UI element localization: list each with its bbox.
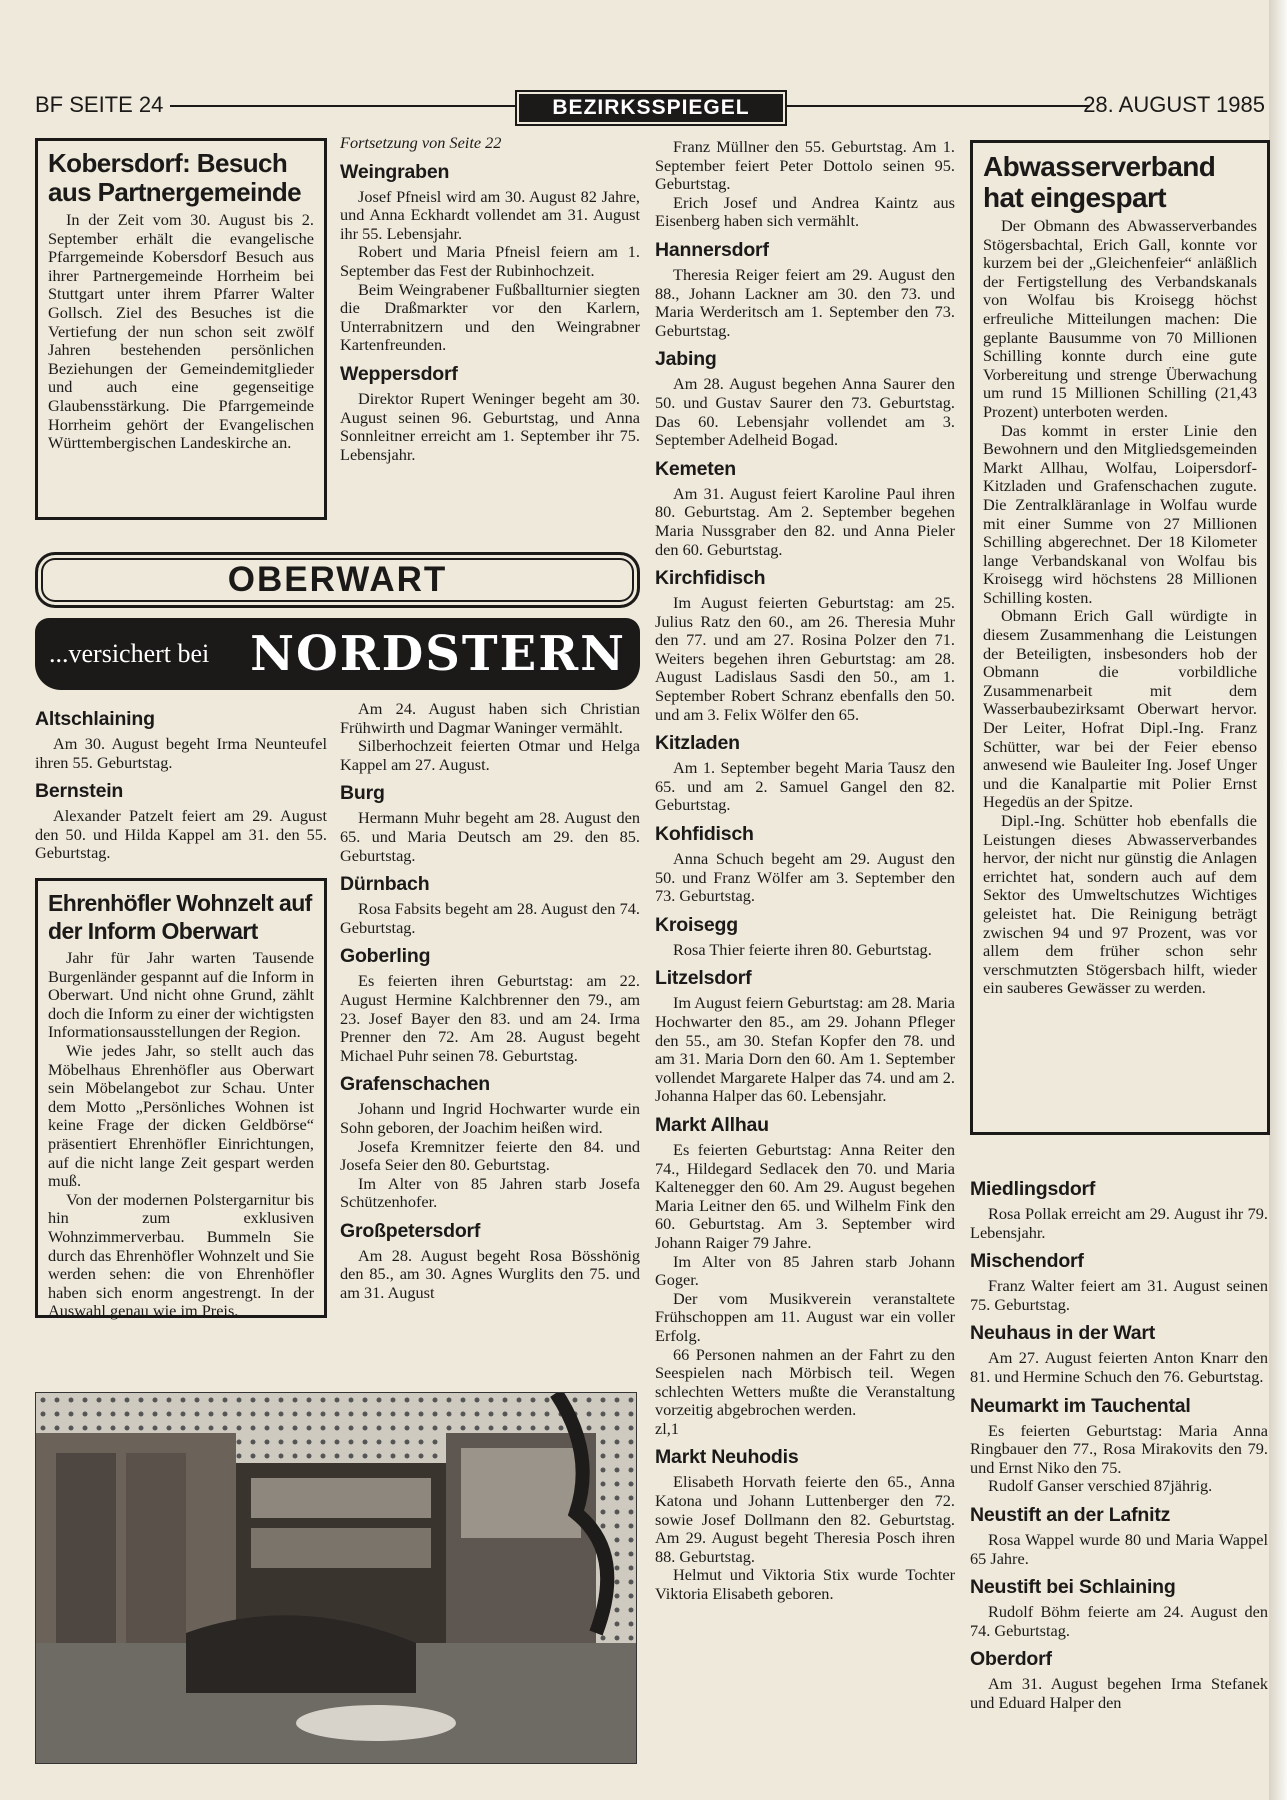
section-goberling bbox=[340, 945, 640, 1065]
ehrenhoefler-article bbox=[35, 878, 327, 1321]
paragraph: Am 31. August feiert Karoline Paul ihren 80. Geburtstag. Am 2. September begehen Maria Nussgraber den 82. und Anna Pieler den 60. Geburtstag. bbox=[655, 483, 955, 559]
paragraph: Im Alter von 85 Jahren starb Johann Goger. bbox=[655, 1251, 955, 1290]
paragraph: Silberhochzeit feierten Otmar und Helga Kappel am 27. August. bbox=[340, 736, 640, 774]
place-heading: Kirchfidisch bbox=[655, 567, 766, 590]
paragraph: Im Alter von 85 Jahren starb Josefa Schützenhofer. bbox=[340, 1173, 640, 1212]
section-markt-allhau bbox=[655, 1114, 955, 1439]
place-heading: Goberling bbox=[340, 945, 431, 968]
paragraph: Am 31. August begehen Irma Stefanek und Eduard Halper den bbox=[970, 1674, 1268, 1712]
sponsor-prefix: ...versichert bei bbox=[49, 639, 210, 668]
section-litzelsdorf bbox=[655, 967, 955, 1106]
paragraph: Am 30. August begeht Irma Neunteufel ihren 55. Geburtstag. bbox=[35, 734, 327, 772]
section-weingraben bbox=[340, 161, 640, 355]
place-heading: Bernstein bbox=[35, 780, 124, 803]
paragraph: In der Zeit vom 30. August bis 2. September erhält die evangelische Pfarrgemeinde Kobersdorf Besuch aus ihrer Partnergemeinde Horrheim bei Stuttgart unter ihrem Pfarrer Walter Gollsch. Ziel des Besuches ist die Vertiefung der nun schon seit zwölf Jahren bestehenden persönlichen Beziehungen der Gemeindemitglieder und auch eine gegenseitige Glaubensstärkung. Die Pfarrgemeinde Horrheim gehört der Evangelischen Württembergischen Landeskirche an. bbox=[48, 210, 314, 453]
section-weppersdorf bbox=[340, 363, 640, 464]
region-banner: OBERWART bbox=[35, 552, 640, 608]
paragraph: Am 28. August begeht Rosa Bösshönig den 85., am 30. Agnes Wurglits den 75. und am 31. August bbox=[340, 1245, 640, 1303]
column-2-top bbox=[340, 134, 640, 464]
paragraph: Es feierten ihren Geburtstag: am 22. August Hermine Kalchbrenner den 79., am 23. Josef Bayer den 83. und am 24. Irma Prenner den 72. Am 28. August begeht Michael Puhr seinen 78. Geburtstag. bbox=[340, 971, 640, 1065]
paragraph: Franz Müllner den 55. Geburtstag. Am 1. September feiert Peter Dottolo seinen 95. Geburtstag. bbox=[655, 137, 955, 194]
section-neuhaus-in-der-wart bbox=[970, 1322, 1268, 1386]
place-heading: Dürnbach bbox=[340, 873, 430, 896]
page-edge-shadow bbox=[1269, 0, 1287, 1800]
section-kemeten bbox=[655, 458, 955, 559]
place-heading: Mischendorf bbox=[970, 1250, 1084, 1273]
paragraph: Direktor Rupert Weninger begeht am 30. August seinen 96. Geburtstag, und Anna Sonnleitner erreicht am 1. September ihr 75. Lebensjahr. bbox=[340, 388, 640, 464]
paragraph: Von der modernen Polstergarnitur bis hin zum exklusiven Wohnzimmerverbau. Bummeln Sie durch das Ehrenhöfler Wohnzelt und Sie werden sehen: die von Ehrenhöfler haben sich enorm angestrengt. In der Auswahl genau wie im Preis. bbox=[48, 1189, 314, 1321]
paragraph: Rosa Thier feierte ihren 80. Geburtstag. bbox=[673, 939, 932, 959]
sponsor-banner bbox=[35, 618, 640, 690]
place-heading: Kemeten bbox=[655, 457, 736, 480]
section-altschlaining bbox=[35, 708, 327, 772]
column-2-bottom bbox=[340, 700, 640, 1303]
section-continuation bbox=[655, 138, 955, 231]
place-heading: Neustift bei Schlaining bbox=[970, 1576, 1176, 1599]
section-continuation bbox=[340, 700, 640, 774]
place-heading: Grafenschachen bbox=[340, 1073, 491, 1096]
section-kirchfidisch bbox=[655, 567, 955, 724]
paragraph: Rosa Pollak erreicht am 29. August ihr 79. Lebensjahr. bbox=[970, 1204, 1268, 1242]
place-heading: Kitzladen bbox=[655, 732, 740, 755]
author-signature: zl,1 bbox=[655, 1418, 679, 1438]
section-kroisegg bbox=[655, 914, 955, 960]
section-grafenschachen bbox=[340, 1073, 640, 1212]
place-heading: Markt Neuhodis bbox=[655, 1446, 799, 1469]
paragraph: Am 24. August haben sich Christian Frühwirth und Dagmar Waninger vermählt. bbox=[340, 699, 640, 737]
section-mischendorf bbox=[970, 1250, 1268, 1314]
article-headline: Kobersdorf: Besuch aus Partnergemeinde bbox=[48, 148, 302, 207]
section-grosspetersdorf bbox=[340, 1220, 640, 1303]
place-heading: Oberdorf bbox=[970, 1648, 1052, 1671]
paragraph: Am 28. August begehen Anna Saurer den 50. und Gustav Saurer den 73. Geburtstag. Das 60. Lebensjahr vollendet am 3. September Adelheid Bogad. bbox=[655, 374, 955, 450]
section-jabing bbox=[655, 348, 955, 449]
place-heading: Burg bbox=[340, 782, 385, 805]
section-bernstein bbox=[35, 780, 327, 863]
section-markt-neuhodis bbox=[655, 1446, 955, 1603]
place-heading: Kroisegg bbox=[655, 913, 738, 936]
issue-date: 28. AUGUST 1985 bbox=[1083, 92, 1265, 117]
abwasser-article bbox=[970, 140, 1270, 1135]
place-heading: Markt Allhau bbox=[655, 1113, 769, 1136]
paragraph: Beim Weingrabener Fußballturnier siegten die Draßmarkter vor den Karlern, Unterrabnitzern und den Weingrabner Kartenfreunden. bbox=[340, 279, 640, 355]
paragraph: Hermann Muhr begeht am 28. August den 65. und Maria Deutsch am 29. den 85. Geburtstag. bbox=[340, 808, 640, 865]
place-heading: Hannersdorf bbox=[655, 238, 769, 261]
paragraph: Wie jedes Jahr, so stellt auch das Möbelhaus Ehrenhöfler aus Oberwart sein Möbelangebot zur Schau. Unter dem Motto „Persönliches Wohnen ist keine Frage der dicken Geldbörse“ präsentiert Ehrenhöfler Einrichtungen, auf die nicht lange Zeit gespart werden muß. bbox=[48, 1040, 314, 1191]
article-headline: Abwasserverband hat eingespart bbox=[983, 151, 1216, 213]
paragraph: Jahr für Jahr warten Tausende Burgenländer gespannt auf die Inform in Oberwart. Und nicht ohne Grund, zählt doch die Inform zu einer der wichtigsten Informationsausstellungen der Region. bbox=[48, 948, 314, 1042]
paragraph: Das kommt in erster Linie den Bewohnern und den Mitgliedsgemeinden Markt Allhau, Wolfau, Loipersdorf-Kitzladen und Grafenschachen zugute. Die Zentralkläranlage in Wolfau wurde mit einer Summe von 27 Millionen Schilling abgerechnet. Der 18 Kilometer lange Verbandskanal von Wolfau bis Kroisegg wird höchstens 28 Millionen Schilling kosten. bbox=[983, 420, 1257, 607]
paragraph: Erich Josef und Andrea Kaintz aus Eisenberg haben sich vermählt. bbox=[655, 192, 955, 231]
paragraph: Franz Walter feiert am 31. August seinen 75. Geburtstag. bbox=[970, 1276, 1268, 1314]
paragraph: Josefa Kremnitzer feierte den 84. und Josefa Seier den 80. Geburtstag. bbox=[340, 1136, 640, 1175]
place-heading: Litzelsdorf bbox=[655, 967, 752, 990]
section-kitzladen bbox=[655, 732, 955, 815]
place-heading: Weingraben bbox=[340, 160, 450, 183]
paragraph: Josef Pfneisl wird am 30. August 82 Jahre, und Anna Eckhardt vollendet am 31. August ihr 55. Lebensjahr. bbox=[340, 186, 640, 243]
header-rule-right bbox=[785, 105, 1090, 107]
paragraph: Alexander Patzelt feiert am 29. August den 50. und Hilda Kappel am 31. den 55. Geburtstag. bbox=[35, 806, 327, 863]
column-3 bbox=[655, 138, 955, 1604]
header-rule-left bbox=[170, 105, 515, 107]
paragraph: Rosa Fabsits begeht am 28. August den 74. Geburtstag. bbox=[340, 899, 640, 937]
paragraph: Am 1. September begeht Maria Tausz den 65. und am 2. Samuel Gangel den 82. Geburtstag. bbox=[655, 758, 955, 815]
column-1-bottom bbox=[35, 700, 327, 863]
furniture-showroom-photo bbox=[35, 1392, 637, 1764]
paragraph: Im August feiern Geburtstag: am 28. Maria Hochwarter den 85., am 29. Johann Pfleger den 55., am 30. Stefan Kopfer den 78. und am 31. Maria Dorn den 60. Am 1. September vollendet Margarete Halper das 74. und am 2. Johanna Halper das 60. Lebensjahr. bbox=[655, 993, 955, 1106]
section-hannersdorf bbox=[655, 239, 955, 340]
paragraph: Der Obmann des Abwasserverbandes Stögersbachtal, Erich Gall, konnte vor kurzem bei der „Gleichenfeier“ anläßlich der Fertigstellung des Verbandskanals von Wolfau bis Kroisegg höchst erfreuliche Mitteilungen machen: Die geplante Bausumme von 70 Millionen Schilling konnte durch eine gute Vorbereitung und strenge Überwachung um rund 15 Millionen Schilling (21,43 Prozent) unterboten werden. bbox=[983, 216, 1257, 421]
paragraph: 66 Personen nahmen an der Fahrt zu den Seespielen nach Mörbisch teil. Wegen schlechten Wetters mußte die Veranstaltung vorzeitig abgebrochen werden. bbox=[655, 1344, 955, 1420]
section-miedlingsdorf bbox=[970, 1178, 1268, 1242]
place-heading: Altschlaining bbox=[35, 708, 155, 730]
place-heading: Weppersdorf bbox=[340, 362, 458, 385]
section-neumarkt-im-tauchental bbox=[970, 1395, 1268, 1496]
paragraph: Anna Schuch begeht am 29. August den 50. und Franz Wölfer am 3. September den 73. Geburtstag. bbox=[655, 849, 955, 906]
place-heading: Neustift an der Lafnitz bbox=[970, 1503, 1171, 1526]
paragraph: Johann und Ingrid Hochwarter wurde ein Sohn geboren, der Joachim heißen wird. bbox=[340, 1099, 640, 1137]
place-heading: Neuhaus in der Wart bbox=[970, 1322, 1156, 1345]
paragraph: Theresia Reiger feiert am 29. August den 88., Johann Lackner am 30. den 73. und Maria Werderitsch am 1. September den 73. Geburtstag. bbox=[655, 264, 955, 340]
paragraph: Rosa Wappel wurde 80 und Maria Wappel 65 Jahre. bbox=[970, 1529, 1268, 1568]
paragraph: Am 27. August feierten Anton Knarr den 81. und Hermine Schuch den 76. Geburtstag. bbox=[970, 1348, 1268, 1386]
paragraph: Elisabeth Horvath feierte den 65., Anna Katona und Johann Luttenberger den 72. sowie Josef Dollmann den 82. Geburtstag. Am 29. August begeht Theresia Posch ihren 88. Geburtstag. bbox=[655, 1472, 955, 1566]
paragraph: Obmann Erich Gall würdigte in diesem Zusammenhang die Leistungen der Beteiligten, insbesonders hob der Obmann die vorbildliche Zusammenarbeit mit dem Wasserbaubezirksamt Oberwart hervor. Der Leiter, Hofrat Dipl.-Ing. Franz Schütter, war bei der Feier ebenso anwesend wie Bauleiter Ing. Josef Unger und die Kanalpartie mit Polier Ernst Hegedüs an der Spitze. bbox=[983, 606, 1257, 812]
section-neustift-bei-schlaining bbox=[970, 1576, 1268, 1640]
place-heading: Jabing bbox=[655, 348, 717, 371]
paragraph: Es feierten Geburtstag: Maria Anna Ringbauer den 77., Rosa Mirakovits den 79. und Ernst Niko den 75. bbox=[970, 1420, 1268, 1477]
paragraph: Im August feierten Geburtstag: am 25. Julius Ratz den 60., am 26. Theresia Muhr den 77. und am 27. Rosina Polzer den 71. Weiters begehen ihren Geburtstag: am 28. August Ladislaus Sasdi den 50., am 1. September Robert Schranz ebenfalls den 50. und am 3. Felix Wölfer den 65. bbox=[655, 593, 955, 724]
section-oberdorf bbox=[970, 1648, 1268, 1712]
place-heading: Großpetersdorf bbox=[340, 1219, 481, 1242]
place-heading: Miedlingsdorf bbox=[970, 1178, 1096, 1200]
section-neustift-an-der-lafnitz bbox=[970, 1504, 1268, 1568]
kobersdorf-article bbox=[35, 138, 327, 520]
page-number: BF SEITE 24 bbox=[35, 92, 164, 117]
paragraph: Robert und Maria Pfneisl feiern am 1. September das Fest der Rubinhochzeit. bbox=[340, 242, 640, 280]
paragraph: Helmut und Viktoria Stix wurde Tochter Viktoria Elisabeth geboren. bbox=[655, 1565, 955, 1604]
place-heading: Neumarkt im Tauchental bbox=[970, 1394, 1191, 1417]
paragraph: Dipl.-Ing. Schütter hob ebenfalls die Leistungen dieses Abwasserverbandes hervor, der nicht nur günstig die Anlagen errichtet hat, sondern auch auf dem Sektor des Umweltschutzes Wichtiges geleistet hat. Die Reinigung beträgt zwischen 94 und 97 Prozent, was vor allem dem früher schon sehr verschmutzten Stögersbach hilft, wieder ein sauberes Gewässer zu werden. bbox=[983, 811, 1257, 998]
section-kohfidisch bbox=[655, 823, 955, 906]
column-4-bottom bbox=[970, 1170, 1268, 1713]
paragraph: Rudolf Ganser verschied 87jährig. bbox=[988, 1476, 1213, 1496]
article-headline: Ehrenhöfler Wohnzelt auf der Inform Oberwart bbox=[48, 890, 312, 944]
continuation-note: Fortsetzung von Seite 22 bbox=[340, 133, 502, 152]
place-heading: Kohfidisch bbox=[655, 823, 754, 846]
section-durnbach bbox=[340, 873, 640, 937]
section-burg bbox=[340, 782, 640, 865]
sponsor-logo: NORDSTERN bbox=[250, 626, 626, 682]
paragraph: Es feierten Geburtstag: Anna Reiter den 74., Hildegard Sedlacek den 70. und Maria Kaltenegger den 60. Am 29. August begehen Maria Leitner den 65. und Wilhelm Fink den 60. Geburtstag. Am 3. September wird Johann Raiger 79 Jahre. bbox=[655, 1139, 955, 1252]
paragraph: Rudolf Böhm feierte am 24. August den 74. Geburtstag. bbox=[970, 1602, 1268, 1640]
section-title: BEZIRKSSPIEGEL bbox=[515, 90, 787, 126]
paragraph: Der vom Musikverein veranstaltete Frühschoppen am 11. August war ein voller Erfolg. bbox=[655, 1288, 955, 1345]
